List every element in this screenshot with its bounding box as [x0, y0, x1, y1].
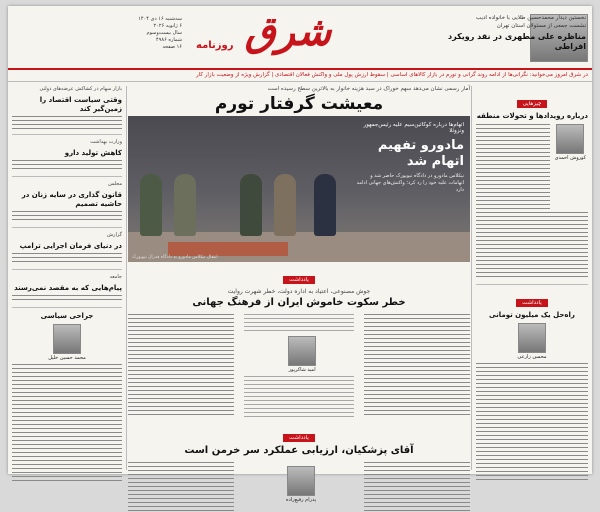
- photo-summary: نیکلاس مادورو در دادگاه نیویورک حاضر شد و اتهامات علیه خود را رد کرد؛ واکنش‌های جهانی ادامه دارد: [356, 173, 464, 193]
- columnist-photo: [53, 324, 81, 354]
- center-column: [128, 86, 470, 503]
- author-box: [286, 466, 316, 503]
- lead-kicker: آمار رسمی نشان می‌دهد سهم خوراک در سبد هزینه خانوار به بالاترین سطح رسیده است: [267, 86, 470, 92]
- person-figure: [140, 174, 162, 236]
- bottom-headline: آقای پزشکیان، ارزیابی عملکرد سر خرمن است: [184, 445, 414, 456]
- bottom-article: [128, 462, 470, 512]
- author-photo: [287, 466, 315, 496]
- columnist-photo: [556, 124, 584, 154]
- issue-info-line: ۶ ژانویه ۲۰۲۶: [153, 23, 182, 29]
- masthead-right-teaser: [434, 14, 586, 52]
- article-text: [128, 314, 234, 418]
- masthead-line: نشست جمعی از مسئولان استان تهران: [496, 23, 586, 29]
- author-name: پدرام رفیع‌زاده: [285, 497, 317, 503]
- issue-info-line: شماره ۴۹۸۶: [156, 37, 182, 43]
- mid-headline: خطر سکوت خاموش ایران از فرهنگ جهانی: [192, 297, 406, 308]
- left-column: [12, 86, 127, 470]
- newspaper-logo: [188, 10, 388, 64]
- columnist-photo: [518, 323, 546, 353]
- mid-article: [128, 314, 470, 418]
- issue-info: [100, 16, 182, 51]
- article-text: [244, 314, 353, 334]
- mid-kicker: جوش مصنوعی، اعتیاد به اداره دولت، خطر شهرت روایت: [227, 288, 371, 295]
- columnist-box: [12, 324, 122, 361]
- left-kicker: گزارش: [106, 232, 122, 238]
- lead-photo: [128, 116, 470, 262]
- left-headline: پیام‌هایی که به مقصد نمی‌رسند: [14, 284, 122, 292]
- left-kicker: وزارت بهداشت: [90, 139, 122, 145]
- section-tag: یادداشت: [283, 434, 315, 442]
- left-headline: کاهش تولید دارو: [64, 149, 122, 157]
- article-text: [476, 363, 588, 481]
- headline-ticker: در شرق امروز می‌خوانید: نگرانی‌ها از ادامه روند گرانی و تورم در بازار کالاهای اساسی | سقوط ارزش پول ملی و واکنش فعالان اقتصادی | گزارش ویژه از وضعیت بازار کار: [8, 70, 592, 82]
- newspaper-front-page: [8, 6, 592, 503]
- logo-subtitle: روزنامه: [196, 40, 234, 51]
- article-text: [476, 124, 550, 210]
- issue-info-line: ۱۶ صفحه: [162, 44, 182, 50]
- left-kicker: مجلس: [108, 181, 122, 187]
- masthead-line: نخستین دیدار محمدحسین طلایی با خانواده ادیب: [476, 15, 586, 21]
- issue-info-line: سال بیست‌و‌سوم: [146, 30, 182, 36]
- section-tag: یادداشت: [516, 299, 548, 307]
- article-text: [12, 253, 122, 265]
- article-text: [364, 314, 470, 418]
- masthead-teaser-headline: مناظره علی مطهری در نقد رویکرد افراطی: [448, 32, 586, 51]
- author-box: [288, 336, 316, 373]
- section-tag: چیزهایی: [517, 100, 548, 108]
- left-kicker: جامعه: [109, 274, 122, 280]
- masthead: [8, 6, 592, 70]
- columnist-box: [555, 124, 586, 161]
- issue-info-line: سه‌شنبه ۱۶ دی ۱۴۰۴: [138, 16, 182, 22]
- article-text: [12, 295, 122, 303]
- photo-caption: انتقال نیکلاس مادورو به دادگاه فدرال نیویورک: [132, 255, 218, 260]
- columnist-name: کوروش احمدی: [554, 155, 586, 161]
- lead-headline: معیشت گرفتار تورم: [214, 94, 384, 114]
- article-text: [12, 160, 122, 172]
- left-headline: در دنیای فرمان اجرایی ترامپ: [19, 242, 122, 250]
- right-column: [471, 86, 588, 470]
- logo-title: شرق: [244, 8, 332, 55]
- author-photo: [288, 336, 316, 366]
- left-headline: وقتی سیاست اقتصاد را زمین‌گیر کند: [39, 96, 122, 113]
- article-text: [12, 211, 122, 223]
- section-tag: یادداشت: [283, 276, 315, 284]
- article-text: [12, 364, 122, 484]
- column-title: جراحی سیاسی: [40, 312, 94, 320]
- columnist-name: محمد حسین خلیل: [48, 355, 86, 361]
- column-headline: درباره رویدادها و تحولات منطقه: [476, 112, 588, 120]
- photo-headline: مادورو تفهیم اتهام شد: [377, 138, 464, 169]
- photo-overlay-story: [354, 122, 464, 194]
- columnist-name: محسن زارعی: [517, 354, 547, 360]
- person-figure: [240, 174, 262, 236]
- photo-kicker: اتهام‌ها درباره کوکائین‌سیم علیه رئیس‌جمهور ونزوئلا: [363, 122, 464, 134]
- article-text: [244, 376, 353, 418]
- author-name: امید شاکرپور: [288, 367, 316, 373]
- person-figure: [174, 174, 196, 236]
- left-headline: قانون گذاری در سایه زنان در حاشیه تصمیم: [21, 191, 122, 208]
- columnist-box: [476, 323, 588, 360]
- article-text: [364, 462, 470, 512]
- left-kicker: بازار سهام در کشاکش عرضه‌های دولتی: [39, 86, 122, 92]
- column-headline: راه‌حل یک میلیون تومانی: [489, 311, 575, 319]
- person-figure: [274, 174, 296, 236]
- article-text: [128, 462, 234, 512]
- article-text: [12, 116, 122, 130]
- person-figure: [314, 174, 336, 236]
- article-text: [476, 212, 588, 280]
